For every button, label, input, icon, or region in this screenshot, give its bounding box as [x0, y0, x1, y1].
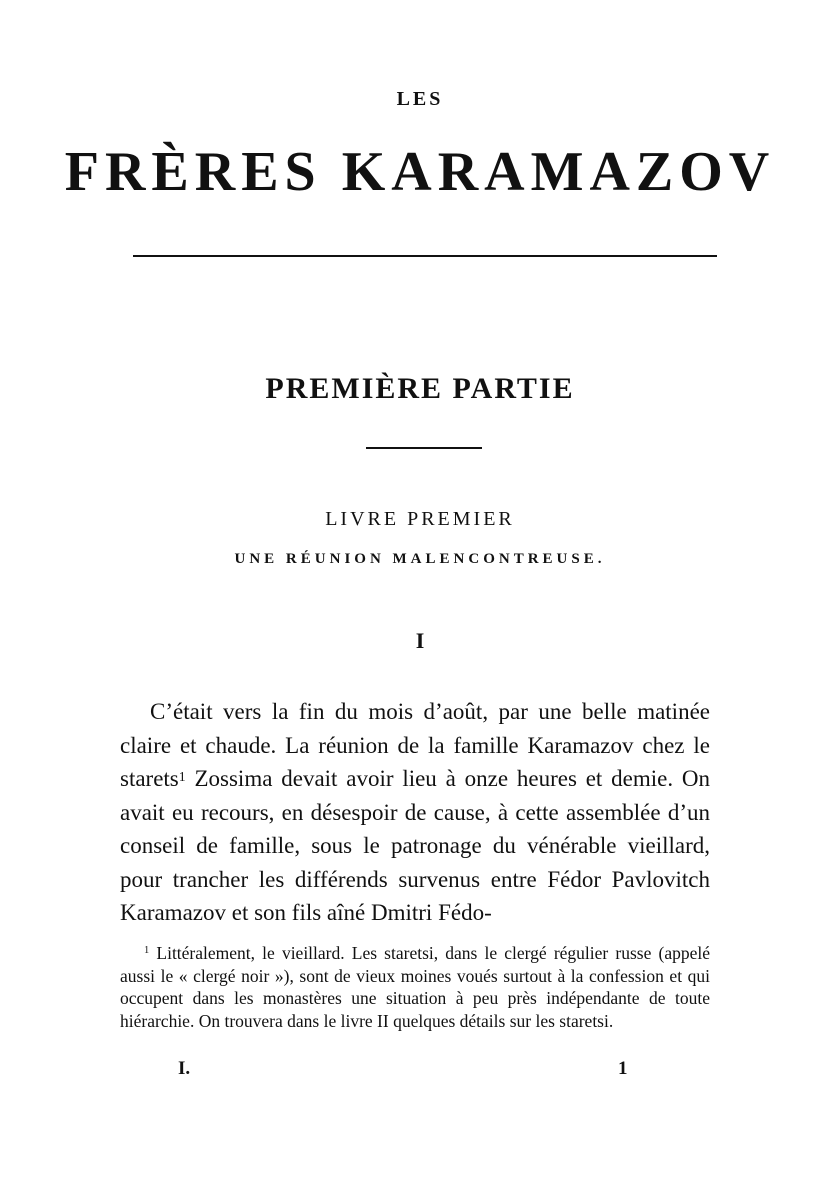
footnote: [120, 942, 710, 1032]
page-number: 1: [618, 1058, 628, 1079]
book-subtitle: UNE RÉUNION MALENCONTREUSE.: [234, 551, 606, 567]
title-divider: [133, 255, 717, 257]
footnote-marker: 1: [144, 945, 150, 956]
footnote-text: Littéralement, le vieillard. Les staretsi, dans le clergé régulier russe (appelé aussi le « clergé noir »), sont de vieux moines voués surtout à la confession et qui occupent dans les monastères une situation à peu près indépendante de toute hiérarchie. On trouvera dans le livre II quelques détails sur les staretsi.: [120, 943, 710, 1031]
body-paragraph: [120, 695, 710, 930]
body-text-part-2: Zossima devait avoir lieu à onze heures et demie. On avait eu recours, en désespoir de cause, à cette assemblée d’un conseil de famille, sous le patronage du vénérable vieillard, pour trancher les différends survenus entre Fédor Pavlovitch Karamazov et son fils aîné Dmitri Fédo-: [120, 766, 710, 925]
book-main-title: FRÈRES KARAMAZOV: [64, 141, 776, 203]
signature-mark: I.: [178, 1058, 191, 1079]
pre-title: LES: [396, 88, 444, 110]
body-text-part-1: C’était vers la fin du mois d’août, par une belle matinée claire et chaude. La réunion de la famille Karamazov chez le starets: [120, 699, 710, 791]
book-title: LIVRE PREMIER: [325, 508, 515, 530]
part-divider: [366, 447, 482, 449]
body-text: [120, 695, 710, 930]
footnote-paragraph: [120, 942, 710, 1032]
chapter-number: I: [415, 628, 425, 653]
part-title: PREMIÈRE PARTIE: [265, 372, 575, 405]
footnote-reference: 1: [178, 769, 186, 784]
